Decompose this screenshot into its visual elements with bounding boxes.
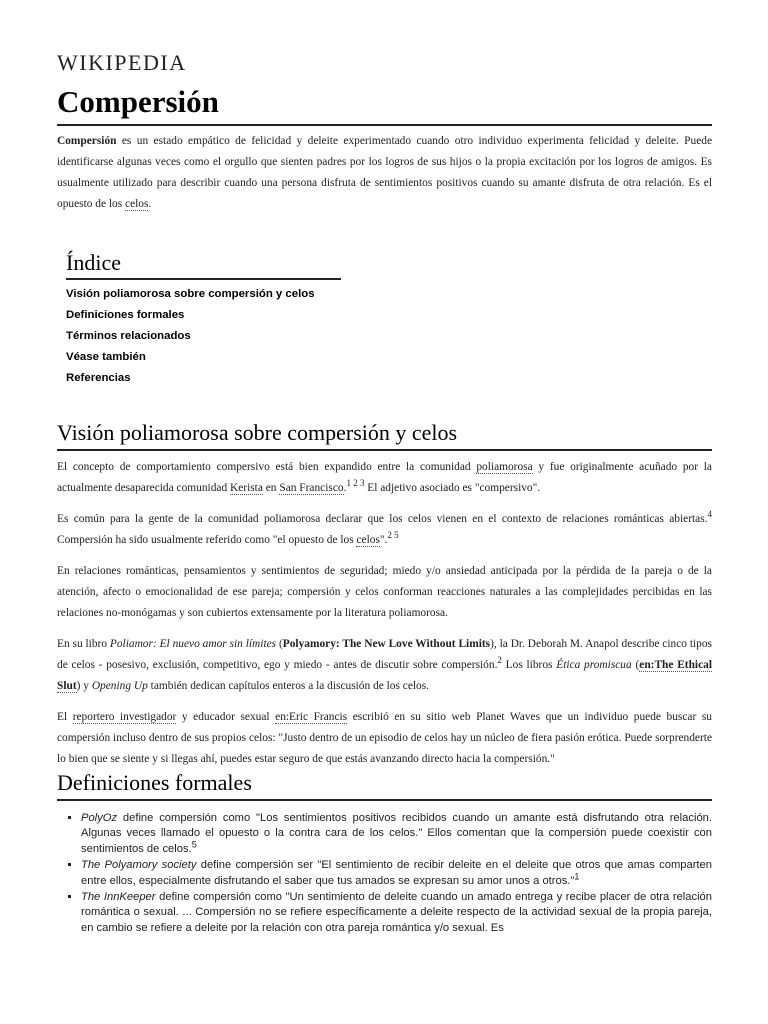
list-item — [81, 890, 712, 936]
text: El adjetivo asociado es "compersivo". — [364, 482, 541, 494]
link-reportero-investigador[interactable]: reportero investigador — [72, 711, 177, 723]
toc-item[interactable]: Definiciones formales — [66, 309, 185, 321]
text: Compersión ha sido usualmente referido como "el opuesto de los — [57, 534, 357, 546]
book-title: Opening Up — [91, 680, 148, 692]
definitions-list — [57, 811, 712, 936]
link-celos[interactable]: celos — [125, 198, 149, 210]
intro-paragraph — [57, 131, 712, 215]
toc-list — [66, 284, 341, 389]
reference-superscript[interactable]: 1 — [574, 870, 580, 881]
toc-item[interactable]: Visión poliamorosa sobre compersión y celos — [66, 288, 315, 300]
text: también dedican capítulos enteros a la discusión de los celos. — [147, 680, 430, 692]
text: Los libros — [501, 659, 557, 671]
section1-paragraph-1: El concepto de comportamiento compersivo está bien expandido entre la comunidad poliamorosa y fue originalmente acuñado por la actualmente desaparecida comunidad Kerista en San Francisco.$^{1 2 3}$ El adjetivo asociado es "compersivo". — [57, 461, 712, 494]
book-title: Ética promiscua — [556, 659, 632, 671]
text: ( — [276, 638, 283, 650]
link-celos[interactable]: celos — [356, 534, 380, 546]
text: y fue originalmente acuñado por la actualmente desaparecida comunidad — [57, 461, 712, 494]
text: escribió en su sitio web Planet Waves que un individuo puede buscar su compersión incluso dentro de sus propios celos: "Justo dentro de un episodio de celos hay un núcleo de fiera pasión erótica. Puede sorprenderte lo bien que se siente y si llegas ahí, puedes estar seguro de que estás avanzando directo hacia la compersión." — [57, 711, 712, 765]
text: Es común para la gente de la comunidad poliamorosa declarar que los celos vienen en el contexto de relaciones románticas abiertas. — [57, 513, 708, 525]
section-vision-poliamorosa — [57, 420, 712, 780]
page-title: Compersión — [57, 84, 712, 126]
text: ), la Dr. Deborah M. Anapol describe cinco tipos de celos - posesivo, exclusión, competitivo, ego y miedo - antes de discutir sobre compersión. — [57, 638, 712, 671]
source-name: The Polyamory society — [81, 859, 197, 872]
text: define compersión ser "El sentimiento de recibir deleite en el deleite que otros que amas comparten entre ellos, especialmente disfrutando el saber que tus amados se expresan su amor unos a otros." — [81, 859, 712, 887]
section-heading: Definiciones formales — [57, 770, 712, 801]
reference-superscript[interactable]: 2 — [497, 655, 502, 666]
book-title: Poliamor: El nuevo amor sin límites — [109, 638, 277, 650]
reference-superscript[interactable]: 2 5 — [387, 530, 399, 541]
intro-end: . — [148, 198, 152, 210]
link-ethical-slut[interactable]: en:The Ethical Slut — [57, 659, 713, 692]
toc-title: Índice — [66, 250, 341, 280]
table-of-contents — [66, 250, 341, 389]
link-poliamorosa[interactable]: poliamorosa — [476, 461, 533, 473]
text: El concepto de comportamiento compersivo está bien expandido entre la comunidad — [57, 461, 477, 473]
text: ) y — [76, 680, 92, 692]
section-definiciones-formales — [57, 770, 712, 937]
reference-superscript[interactable]: 4 — [707, 509, 712, 520]
link-eric-francis[interactable]: en:Eric Francis — [275, 711, 348, 723]
text: ( — [631, 659, 640, 671]
text: ". — [379, 534, 388, 546]
intro-bold-term: Compersión — [57, 135, 117, 147]
link-kerista[interactable]: Kerista — [230, 482, 263, 494]
book-title-original: Polyamory: The New Love Without Limits — [282, 638, 491, 650]
reference-superscript[interactable]: 1 2 3 — [346, 478, 365, 489]
text: define compersión como "Los sentimientos positivos recibidos cuando un amante está disfrutando otra relación. Algunas veces llamado el opuesto o la contra cara de los celos." Ellos comentan que la compersión puede coexistir con sentimientos de celos. — [81, 812, 712, 855]
intro-section — [57, 131, 712, 215]
text: En su libro — [57, 638, 110, 650]
wikipedia-logo[interactable]: WIKIPEDIA — [57, 50, 187, 75]
text: El — [57, 711, 73, 723]
link-san-francisco[interactable]: San Francisco — [279, 482, 344, 494]
section1-paragraph-2 — [57, 509, 712, 551]
list-item — [81, 858, 712, 889]
text: y educador sexual — [176, 711, 276, 723]
toc-item[interactable]: Véase también — [66, 351, 146, 363]
text: en — [262, 482, 280, 494]
toc-item[interactable]: Referencias — [66, 372, 131, 384]
text: define compersión como "Un sentimiento de deleite cuando un amado entrega y recibe placer de otra relación romántica o sexual. ... Compersión no se refiere específicamente a deleite respecto de la actividad sexual de la propia pareja, en cambio se refiere a deleite por la relación con otra pareja romántica y/o sexual. Es — [81, 891, 713, 934]
list-item — [81, 811, 712, 857]
section1-paragraph-4 — [57, 634, 712, 697]
section1-paragraph-5 — [57, 707, 712, 770]
source-name: PolyOz — [81, 812, 118, 824]
reference-superscript[interactable]: 5 — [191, 839, 197, 850]
section1-paragraph-3: En relaciones románticas, pensamientos y sentimientos de seguridad; miedo y/o ansiedad anticipada por la pérdida de la pareja o de la atención, afecto o emocionalidad de ese pareja; compersión y celos conforman reacciones naturales a las complejidades percibidas en las relaciones no-monógamas y son cubiertos extensamente por la literatura poliamorosa. — [57, 565, 712, 619]
toc-item[interactable]: Términos relacionados — [66, 330, 191, 342]
section-heading: Visión poliamorosa sobre compersión y celos — [57, 420, 712, 451]
source-name: The InnKeeper — [81, 891, 156, 904]
intro-text: es un estado empático de felicidad y deleite experimentado cuando otro individuo experimenta felicidad y deleite. Puede identificarse algunas veces como el orgullo que sienten padres por los logros de sus hijos o la propia excitación por los logros de amigos. Es usualmente utilizado para describir cuando una persona disfruta de sentimientos positivos cuando su amante disfruta de otra relación. Es el opuesto de los — [57, 135, 712, 210]
